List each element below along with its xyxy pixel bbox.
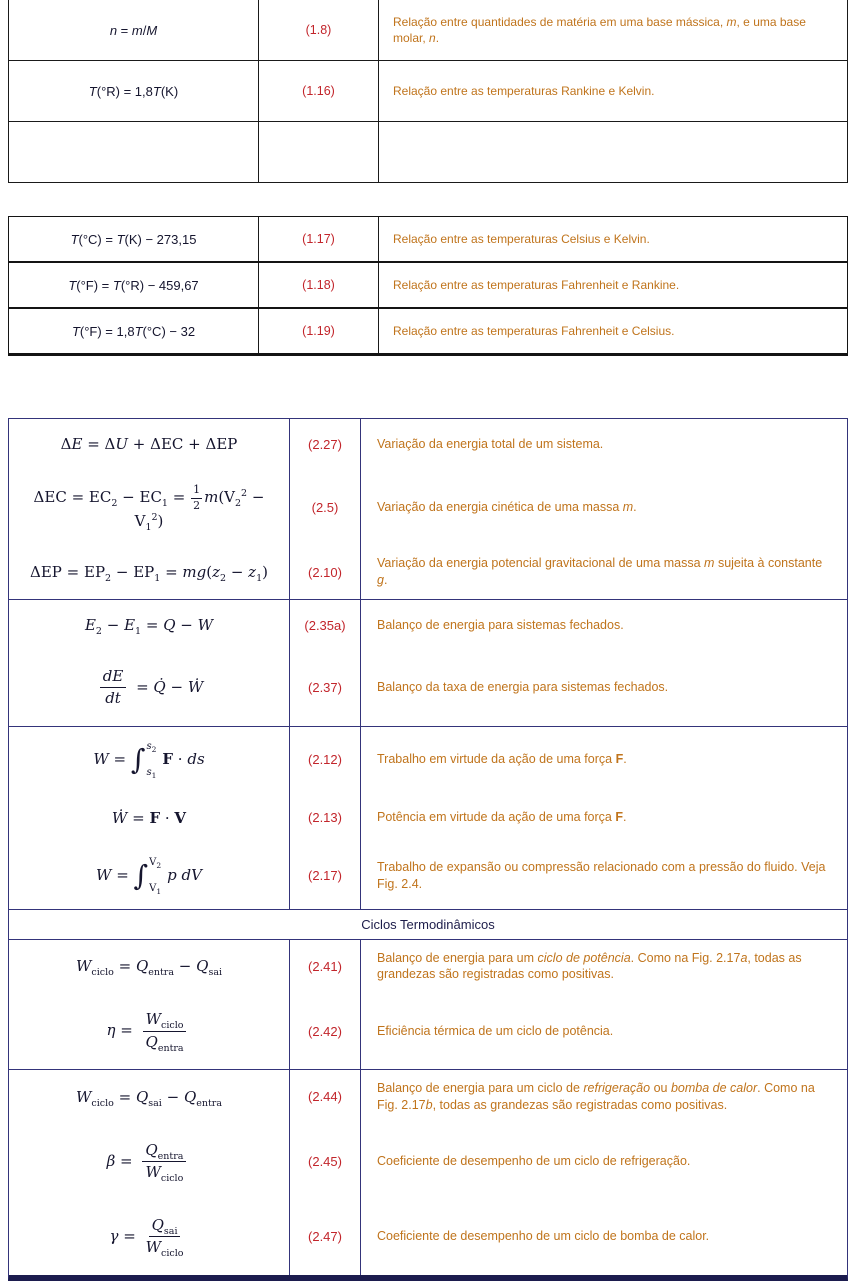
equation-group bbox=[9, 599, 847, 726]
equation-description-text: Relação entre as temperaturas Fahrenheit e Rankine. bbox=[393, 277, 680, 292]
equation-number bbox=[290, 650, 361, 726]
equation-number-text: (1.18) bbox=[302, 278, 335, 292]
equation-description-text: Balanço da taxa de energia para sistemas fechados. bbox=[377, 680, 669, 695]
equation-row bbox=[9, 545, 847, 599]
equation-description-text: Potência em virtude da ação de uma força F. bbox=[377, 810, 627, 825]
equation-row bbox=[9, 1070, 847, 1124]
equation-number bbox=[290, 793, 361, 843]
equation-number bbox=[290, 1199, 361, 1275]
equation-description bbox=[361, 793, 847, 843]
equation-group bbox=[9, 60, 847, 121]
equation-number-text: (2.42) bbox=[308, 1023, 342, 1039]
equation-number bbox=[290, 940, 361, 994]
equation-description-text: Balanço de energia para um ciclo de potência. Como na Fig. 2.17a, todas as grandezas são registradas como positivas. bbox=[377, 950, 802, 982]
equation-cell bbox=[9, 122, 259, 182]
equation-number-text: (1.19) bbox=[302, 324, 335, 338]
equation-description-text: Relação entre as temperaturas Celsius e Kelvin. bbox=[393, 231, 650, 246]
equation-group bbox=[9, 217, 847, 261]
equation-number bbox=[259, 61, 379, 121]
equation-cell bbox=[9, 1124, 290, 1200]
equation-description bbox=[361, 419, 847, 469]
equation-cell bbox=[9, 650, 290, 726]
equation-number bbox=[259, 217, 379, 261]
equation-cell bbox=[9, 217, 259, 261]
equation-number bbox=[290, 600, 361, 650]
equation-number bbox=[290, 469, 361, 545]
equation-description-text: Balanço de energia para um ciclo de refrigeração ou bomba de calor. Como na Fig. 2.17b, todas as grandezas são registradas como positivas. bbox=[377, 1080, 815, 1112]
equation-number bbox=[290, 1070, 361, 1124]
equation-group bbox=[9, 121, 847, 182]
equation-number bbox=[290, 727, 361, 793]
equation-number-text: (1.8) bbox=[305, 23, 332, 37]
equation-group bbox=[9, 939, 847, 1069]
equation-description bbox=[361, 650, 847, 726]
equation-cell bbox=[9, 1070, 290, 1124]
equation-description bbox=[379, 122, 847, 182]
equation-row bbox=[9, 469, 847, 545]
equation-row bbox=[9, 0, 847, 60]
equation-cell bbox=[9, 843, 290, 909]
equation-cell bbox=[9, 545, 290, 599]
equation-number-text: (2.10) bbox=[308, 564, 342, 580]
equation-row bbox=[9, 122, 847, 182]
equation-cell-text: γ = $\frac{Q_{sai}}{W_{ciclo}}$ bbox=[109, 1216, 184, 1260]
equation-row bbox=[9, 217, 847, 261]
equation-cell-text: η = $\frac{W_{ciclo}}{Q_{entra}}$ bbox=[107, 1008, 192, 1054]
equation-description bbox=[379, 263, 847, 307]
equation-description bbox=[361, 469, 847, 545]
equation-description-text: Relação entre as temperaturas Rankine e Kelvin. bbox=[393, 83, 655, 98]
equation-description-text: Trabalho em virtude da ação de uma força F. bbox=[377, 752, 627, 767]
equation-description bbox=[361, 1199, 847, 1275]
equation-row bbox=[9, 600, 847, 650]
equation-description-text: Variação da energia cinética de uma massa m. bbox=[377, 499, 637, 514]
equation-row bbox=[9, 793, 847, 843]
equation-row bbox=[9, 993, 847, 1069]
equation-number-text: (2.12) bbox=[308, 752, 342, 768]
equation-number-text: (1.16) bbox=[302, 84, 335, 98]
equation-number bbox=[290, 843, 361, 909]
equation-description bbox=[379, 0, 847, 60]
equation-number bbox=[259, 309, 379, 353]
equation-number bbox=[290, 419, 361, 469]
equation-number bbox=[259, 263, 379, 307]
equation-cell bbox=[9, 793, 290, 843]
equation-cell bbox=[9, 309, 259, 353]
equation-cell-text: T(°R) = 1,8T(K) bbox=[88, 83, 179, 99]
equation-description-text: Variação da energia potencial gravitacional de uma massa m sujeita à constante g. bbox=[377, 556, 823, 588]
equation-number-text: (2.37) bbox=[308, 680, 342, 696]
equation-row bbox=[9, 650, 847, 726]
equation-cell-text: $E_2 - E_1 = Q - W$ bbox=[84, 616, 214, 638]
equation-cell bbox=[9, 61, 259, 121]
equation-row bbox=[9, 419, 847, 469]
equation-description bbox=[379, 309, 847, 353]
equation-description bbox=[361, 940, 847, 994]
equation-cell bbox=[9, 727, 290, 793]
equation-description-text: Balanço de energia para sistemas fechados. bbox=[377, 617, 624, 632]
equation-description-text: Relação entre as temperaturas Fahrenheit e Celsius. bbox=[393, 323, 675, 338]
equation-description bbox=[361, 843, 847, 909]
equation-number bbox=[290, 993, 361, 1069]
equation-group bbox=[9, 0, 847, 60]
equation-description-text: Relação entre quantidades de matéria em uma base mássica, m, e uma base molar, n. bbox=[393, 14, 806, 45]
equation-number bbox=[290, 545, 361, 599]
equation-number-text: (2.47) bbox=[308, 1229, 342, 1245]
equation-cell-text: $\Delta EC = EC_2 - EC_1$ = $\frac{1}{2}$ $m(V_2^2 - V_1^2)$ bbox=[33, 483, 265, 534]
equation-row bbox=[9, 940, 847, 994]
equation-cell bbox=[9, 419, 290, 469]
equation-cell bbox=[9, 1199, 290, 1275]
equation-number-text: (2.13) bbox=[308, 810, 342, 826]
equation-cell-text: T(°F) = 1,8T(°C) − 32 bbox=[71, 323, 196, 339]
equation-description-text: Coeficiente de desempenho de um ciclo de bomba de calor. bbox=[377, 1229, 710, 1244]
equation-row bbox=[9, 61, 847, 121]
equation-number bbox=[290, 1124, 361, 1200]
equation-number-text: (2.17) bbox=[308, 868, 342, 884]
equation-cell-text: ΔE = ΔU + ΔEC + ΔEP bbox=[60, 435, 238, 453]
equation-number-text: (2.35a) bbox=[304, 617, 346, 633]
equation-description bbox=[361, 600, 847, 650]
equation-number-text: (2.41) bbox=[308, 958, 342, 974]
table-temperature-conversions bbox=[8, 216, 848, 356]
equation-cell-text: Ẇ = F · V bbox=[111, 808, 187, 827]
equation-description bbox=[379, 61, 847, 121]
equation-cell-text: β = $\frac{Q_{entra}}{W_{ciclo}}$ bbox=[107, 1139, 192, 1185]
table-mass-and-rankine bbox=[8, 0, 848, 183]
equation-description-text: Variação da energia total de um sistema. bbox=[377, 436, 604, 451]
equation-description bbox=[361, 1070, 847, 1124]
equation-description bbox=[361, 1124, 847, 1200]
equation-cell-text: $\frac{dE}{dt}$ = Q̇ − Ẇ bbox=[95, 665, 204, 711]
equation-cell bbox=[9, 0, 259, 60]
equation-cell bbox=[9, 600, 290, 650]
table-energy-equations bbox=[8, 418, 848, 1281]
equation-row bbox=[9, 727, 847, 793]
equation-cell-text: W = ∫ $V_2$ $V_1$ p dV bbox=[96, 856, 202, 896]
equation-cell-text: T(°F) = T(°R) − 459,67 bbox=[68, 277, 199, 293]
equation-cell-text: $W_{ciclo} = Q_{sai} - Q_{entra}$ bbox=[75, 1087, 223, 1109]
equation-group bbox=[9, 1069, 847, 1275]
equation-number bbox=[259, 122, 379, 182]
equation-row bbox=[9, 843, 847, 909]
equation-number-text: (2.5) bbox=[311, 499, 339, 515]
equation-group bbox=[9, 726, 847, 909]
equation-row bbox=[9, 1199, 847, 1275]
equation-cell bbox=[9, 993, 290, 1069]
equation-group bbox=[9, 419, 847, 599]
equation-group bbox=[9, 307, 847, 353]
equation-description-text: Eficiência térmica de um ciclo de potência. bbox=[377, 1023, 614, 1038]
equation-cell bbox=[9, 263, 259, 307]
equation-row bbox=[9, 263, 847, 307]
equation-cell-text: n = m/M bbox=[109, 22, 158, 38]
equation-row bbox=[9, 1124, 847, 1200]
equation-cell bbox=[9, 469, 290, 545]
equation-description bbox=[379, 217, 847, 261]
equation-description-text: Coeficiente de desempenho de um ciclo de refrigeração. bbox=[377, 1153, 691, 1168]
equation-number-text: (1.17) bbox=[302, 232, 335, 246]
equation-cell-text: T(°C) = T(K) − 273,15 bbox=[70, 231, 197, 247]
equation-cell-text: W = ∫ $s_2$ $s_1$ F · ds bbox=[93, 740, 205, 780]
equation-group bbox=[9, 261, 847, 307]
equation-cell bbox=[9, 940, 290, 994]
equation-row bbox=[9, 309, 847, 353]
equation-description bbox=[361, 727, 847, 793]
equation-cell-text: $\Delta EP = EP_2 - EP_1 = mg(z_2 - z_1)$ bbox=[30, 563, 268, 585]
equation-number-text: (2.44) bbox=[308, 1089, 342, 1105]
equation-number-text: (2.27) bbox=[308, 436, 342, 452]
equation-description-text: Trabalho de expansão ou compressão relacionado com a pressão do fluido. Veja Fig. 2.4. bbox=[377, 859, 826, 891]
equation-description bbox=[361, 993, 847, 1069]
equation-description bbox=[361, 545, 847, 599]
equation-number-text: (2.45) bbox=[308, 1153, 342, 1169]
section-header: Ciclos Termodinâmicos bbox=[9, 909, 847, 939]
equation-number bbox=[259, 0, 379, 60]
equation-cell-text: $W_{ciclo} = Q_{entra} - Q_{sai}$ bbox=[75, 957, 223, 979]
